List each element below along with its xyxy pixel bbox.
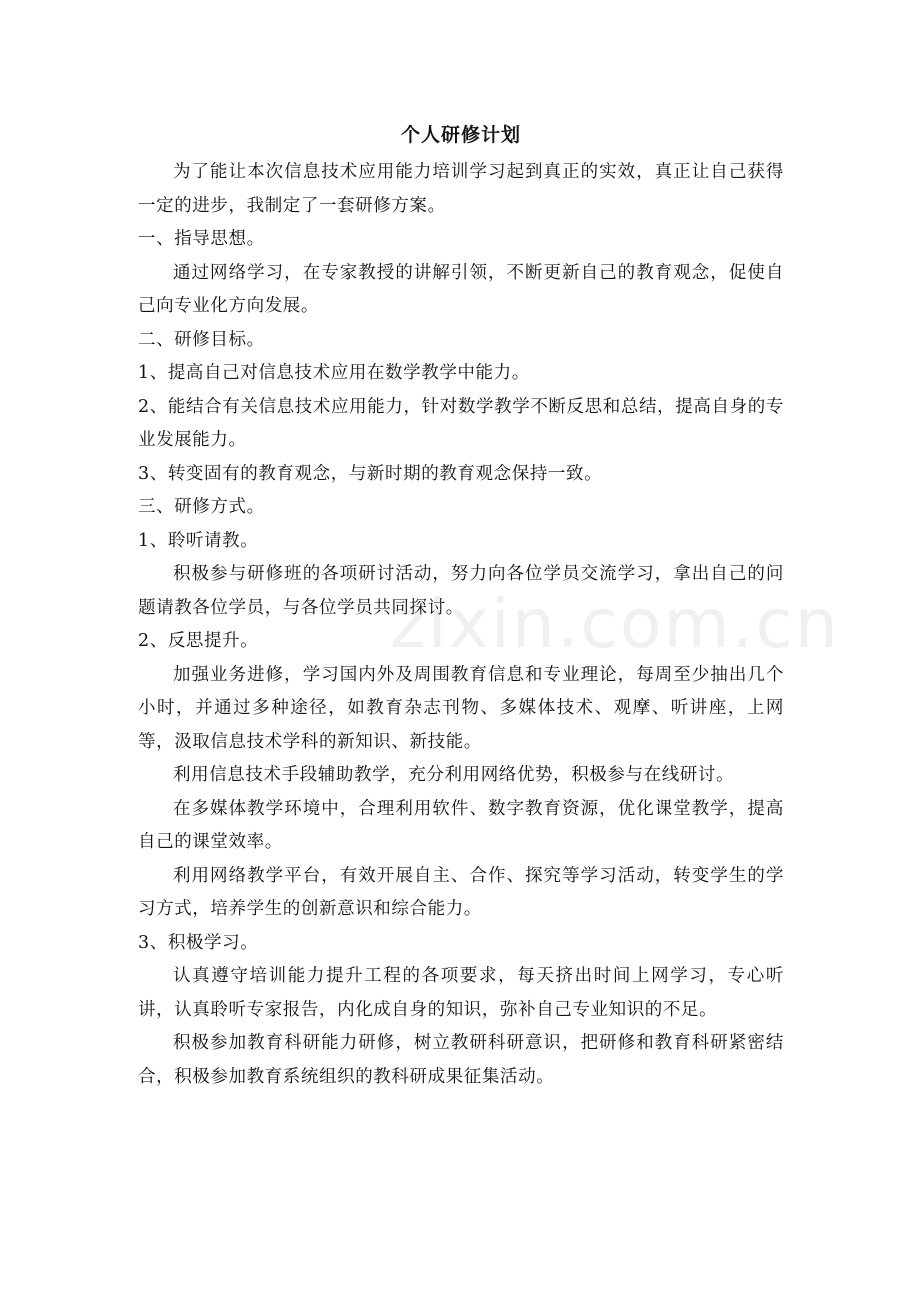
section2-heading: 二、研修目标。 — [138, 329, 265, 350]
method1-paragraph-1: 积极参与研修班的各项研讨活动，努力向各位学员交流学习，拿出自己的问题请教各位学员，与各位学员共同探讨。 — [138, 564, 784, 618]
method3-heading: 3、积极学习。 — [138, 932, 259, 953]
goal-item-2: 2、能结合有关信息技术应用能力，针对数学教学不断反思和总结，提高自身的专业发展能力。 — [138, 396, 784, 450]
goal-item-3: 3、转变固有的教育观念，与新时期的教育观念保持一致。 — [138, 463, 603, 484]
method3-paragraph-2: 积极参加教育科研能力研修，树立教研科研意识，把研修和教育科研紧密结合，积极参加教育系统组织的教科研成果征集活动。 — [138, 1033, 784, 1087]
document-title: 个人研修计划 — [400, 124, 521, 146]
method2-paragraph-3: 在多媒体教学环境中，合理利用软件、数字教育资源，优化课堂教学，提高自己的课堂效率。 — [138, 798, 784, 852]
goal-item-1: 1、提高自己对信息技术应用在数学教学中能力。 — [138, 363, 530, 383]
method2-paragraph-4: 利用网络教学平台，有效开展自主、合作、探究等学习活动，转变学生的学习方式，培养学生的创新意识和综合能力。 — [138, 865, 784, 919]
method2-heading: 2、反思提升。 — [138, 631, 259, 651]
method3-paragraph-1: 认真遵守培训能力提升工程的各项要求，每天挤出时间上网学习，专心听讲，认真聆听专家报告，内化成自身的知识，弥补自己专业知识的不足。 — [138, 966, 784, 1020]
method2-paragraph-2: 利用信息技术手段辅助教学，充分利用网络优势，积极参与在线研讨。 — [173, 765, 735, 785]
section1-paragraph: 通过网络学习，在专家教授的讲解引领，不断更新自己的教育观念，促使自己向专业化方向发展。 — [138, 262, 784, 316]
method2-paragraph-1: 加强业务进修，学习国内外及周围教育信息和专业理论，每周至少抽出几个小时，并通过多种途径，如教育杂志刊物、多媒体技术、观摩、听讲座，上网等，汲取信息技术学科的新知识、新技能。 — [138, 664, 784, 752]
section1-heading: 一、指导思想。 — [138, 229, 265, 249]
intro-paragraph: 为了能让本次信息技术应用能力培训学习起到真正的实效，真正让自己获得一定的进步，我制定了一套研修方案。 — [138, 162, 784, 216]
method1-heading: 1、聆听请教。 — [138, 530, 259, 551]
document-page — [138, 118, 784, 1094]
watermark-text: zixin.com.cn — [390, 585, 840, 664]
section3-heading: 三、研修方式。 — [138, 497, 265, 517]
